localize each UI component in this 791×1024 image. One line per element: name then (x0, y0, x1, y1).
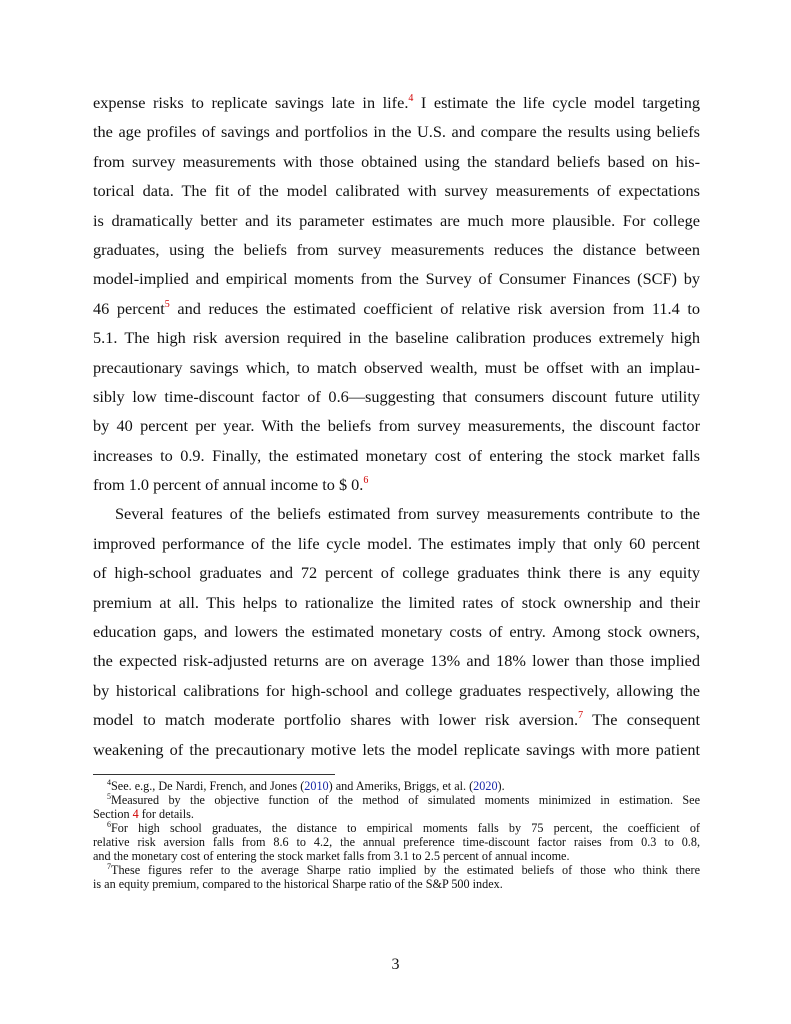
text-line: of high-school graduates and 72 percent of college graduates think there is any equity (93, 563, 700, 583)
text-line: model-implied and empirical moments from the Survey of Consumer Finances (SCF) by (93, 269, 700, 289)
text-line: the age profiles of savings and portfolios in the U.S. and compare the results using beliefs (93, 122, 700, 142)
text-segment: 46 percent (93, 298, 165, 318)
text-line: by 40 percent per year. With the beliefs from survey measurements, the discount factor (93, 416, 700, 436)
footnote-link[interactable]: 6 (363, 475, 369, 487)
footnote-text: See. e.g., De Nardi, French, and Jones ( (111, 779, 305, 793)
footnote-5 (93, 793, 700, 807)
text-line (93, 92, 700, 121)
text-segment: model to match moderate portfolio shares with lower risk aversion. (93, 710, 579, 730)
footnote-6-cont: relative risk aversion falls from 8.6 to 4.2, the annual preference time-discount factor raises from 0.3 to 0.8, (93, 835, 700, 849)
footnote-text: for details. (138, 807, 194, 821)
footnote-text: For high school graduates, the distance to empirical moments falls by 75 percent, the coefficient of (111, 821, 700, 835)
footnote-6 (93, 821, 700, 835)
footnote-6-cont: and the monetary cost of entering the stock market falls from 3.1 to 2.5 percent of annual income. (93, 849, 570, 863)
citation-link[interactable]: 2020 (473, 779, 498, 793)
footnote-marker: 5 (107, 792, 111, 801)
footnote-link[interactable]: 5 (164, 298, 170, 310)
text-line (93, 474, 700, 503)
footnote-7-cont: is an equity premium, compared to the historical Sharpe ratio of the S&P 500 index. (93, 877, 503, 891)
text-segment: The consequent (583, 710, 700, 730)
text-segment: from 1.0 percent of annual income to $ 0. (93, 475, 364, 495)
footnote-text: ). (497, 779, 505, 793)
text-line (93, 298, 700, 327)
text-line (93, 709, 700, 738)
text-line: Several features of the beliefs estimated from survey measurements contribute to the (115, 504, 700, 524)
text-segment: I estimate the life cycle model targeting (413, 93, 700, 112)
text-line: education gaps, and lowers the estimated monetary costs of entry. Among stock owners, (93, 622, 700, 642)
text-line: by historical calibrations for high-school and college graduates respectively, allowing the (93, 680, 700, 700)
text-line: sibly low time-discount factor of 0.6—suggesting that consumers discount future utility (93, 386, 700, 406)
section-link[interactable]: 4 (132, 807, 139, 821)
text-segment: and reduces the estimated coefficient of relative risk aversion from 11.4 to (169, 298, 700, 318)
text-line: torical data. The fit of the model calibrated with survey measurements of expectations (93, 181, 700, 201)
footnote-text: ) and Ameriks, Briggs, et al. ( (328, 779, 474, 793)
footnote-text: Section (93, 807, 133, 821)
footnote-link[interactable]: 4 (408, 93, 414, 104)
text-line: premium at all. This helps to rationalize the limited rates of stock ownership and their (93, 592, 700, 612)
footnote-5-cont (93, 807, 700, 821)
footnote-divider (93, 774, 335, 775)
text-line: precautionary savings which, to match observed wealth, must be offset with an implau- (93, 357, 700, 377)
footnote-marker: 4 (107, 778, 111, 787)
footnotes (93, 779, 700, 891)
citation-link[interactable]: 2010 (304, 779, 329, 793)
text-line: 5.1. The high risk aversion required in the baseline calibration produces extremely high (93, 328, 700, 348)
footnote-4 (93, 779, 700, 793)
footnote-marker: 7 (107, 862, 111, 871)
body-text (93, 92, 700, 768)
text-line: the expected risk-adjusted returns are on average 13% and 18% lower than those implied (93, 651, 700, 671)
text-line: improved performance of the life cycle model. The estimates imply that only 60 percent (93, 533, 700, 553)
text-line: graduates, using the beliefs from survey measurements reduces the distance between (93, 239, 700, 259)
page-number: 3 (391, 956, 400, 973)
footnote-link[interactable]: 7 (578, 710, 584, 722)
text-line: increases to 0.9. Finally, the estimated monetary cost of entering the stock market falls (93, 445, 700, 465)
footnote-text: Measured by the objective function of the method of simulated moments minimized in estimation. See (111, 793, 700, 807)
footnote-7 (93, 863, 700, 877)
footnote-marker: 6 (107, 820, 111, 829)
text-line: weakening of the precautionary motive lets the model replicate savings with more patient (93, 739, 700, 759)
text-line: from survey measurements with those obtained using the standard beliefs based on his- (93, 151, 700, 171)
footnote-text: These figures refer to the average Sharpe ratio implied by the estimated beliefs of those who think there (111, 863, 700, 877)
text-line: is dramatically better and its parameter estimates are much more plausible. For college (93, 210, 700, 230)
text-segment: expense risks to replicate savings late in life. (93, 93, 409, 112)
